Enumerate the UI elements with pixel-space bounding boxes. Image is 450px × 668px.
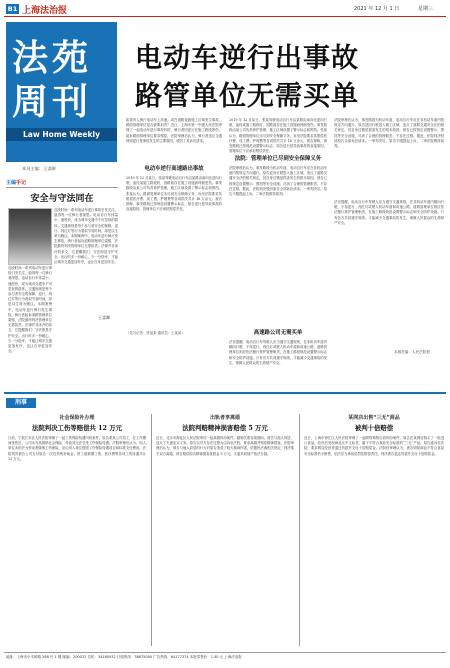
issue-weekday: 星期三 <box>418 6 434 12</box>
bottom-article-title: 法院判决工伤等赔偿共 12 万元 <box>31 424 123 432</box>
footer-info: 地址：上海市小木桥路 268 号 1 楼 邮编：200032 总机：34160932 订阅热线：38875000 广告热线：64177374 本报零售价：1.50 元 上海法治报 <box>6 655 242 659</box>
column-title: 安全与守法同在 <box>30 194 94 204</box>
bottom-article-3 <box>304 414 444 646</box>
column-label <box>6 179 26 186</box>
bottom-article-1 <box>8 414 146 646</box>
article-intro: 如果有人骑行电动车上高速，或在道路设施施工区域发生事故，路面管理单位是否需要担责？近日，上海市第一中级人民法院审理了一起电动车逆行事故纠纷，骑行者因逆行在施工路段摔伤，起诉路面管理单位要求赔偿，法院审理后认为，骑行者违反交通规则逆行是事故发生的主要原因，驳回了其诉讼请求。 <box>126 118 222 143</box>
article-paragraph-1: 2019 年 12 月某日，张某驾驶电动自行车沿某路由南向北逆向行驶，途经某施工路段时，因路面存在施工设施而摔倒受伤。事发路段由某公司负责养护管理，施工区域设置了警示标志和围挡。张某认为，路面管理单位未尽到安全保障义务，诉至法院要求其赔偿医疗费、误工费、护理费等各项损失共计 16 万余元。被告辩称，事发路段已按规范设置警示标志，原告逆行是导致事故的直接原因，管理单位不应承担赔偿责任。 <box>126 176 222 212</box>
issue-date: 2021 年 12 月 1 日 <box>354 6 400 12</box>
column-byline: 王睿卿 <box>98 315 110 320</box>
bottom-section-tag: 刑事 <box>6 398 36 408</box>
column-label-text-2: 手记 <box>16 180 27 186</box>
article-paragraph-2: 法院审理后认为，事发路段为机动车道，电动自行车应在非机动车道内按规定方向通行。原告逆向行驶进入施工区域，违反了道路交通安全法的相关规定，其自身过错是损害发生的根本原因。被告已按规定设置警示、围挡等安全设施，尽到了合理的管理职责，不存在过错。据此，法院判决驳回原告全部诉讼请求。一审判决后，原告不服提起上诉，二审法院维持原判。 <box>229 166 327 197</box>
masthead-title-2: 周刊 <box>12 81 93 123</box>
footer-rule <box>4 652 446 653</box>
bottom-article-kicker: 某网店出售“三无”商品 <box>348 415 400 421</box>
article-paragraph-2-cont: 法院审理后认为，事发路段为机动车道，电动自行车应在非机动车道内按规定方向通行。原告逆向行驶进入施工区域，违反了道路交通安全法的相关规定，其自身过错是损害发生的根本原因。被告已按规定设置警示、围挡等安全设施，尽到了合理的管理职责，不存在过错。据此，法院判决驳回原告全部诉讼请求。一审判决后，原告不服提起上诉，二审法院维持原判。 <box>334 118 444 149</box>
article-paragraph-3-cont: 法官提醒，电动自行车驾驶人应当遵守交通规则，在非机动车道内顺向行驶，不得逆行、闯红灯或驶入机动车道和高速公路。道路管理单位则应依法履行养护管理职责，在施工路段规范设置警示标志和安全防护设施。只有各方共同遵守规则，才能减少交通事故的发生，保障人民群众的生命财产安全。 <box>229 340 327 365</box>
headline-line-1: 电动车逆行出事故 <box>135 43 359 74</box>
bottom-article-kicker: 社会保险补办理 <box>59 415 95 421</box>
bottom-article-title: 被判十倍赔偿 <box>354 424 394 432</box>
masthead <box>6 22 117 162</box>
header-rule <box>4 16 446 17</box>
column-label-text: 主编 <box>6 180 17 186</box>
bottom-article-kicker: 出轨者享离婚 <box>209 415 240 421</box>
article-subhead-2: 法院：管理单位已尽到安全保障义务 <box>234 156 322 162</box>
column-body-lower: 近段时间一系列电动车逆行事故引发关注，值得每一位骑行者深思。电动自行车体量小、速度快，成为城市交通中不可忽视的群体。交通规则是每个参与者安全的保障，逆行、闯红灯等行为看似节省时间，却是以生命为赌注。本期案例中，电动车逆行骑行发生事故，骑行者起诉道路管理单位索赔，法院最终判决管理单位无需担责。法律并非冰冷的条文，它提醒我们：守法即是守护安全。出行时多一份耐心，少一分侥幸，才能让城市交通更加有序，也让自身更加安全。 <box>8 266 52 354</box>
article-reporter: （见习记者：张某某 通讯员：王某某） <box>126 331 185 335</box>
bottom-article-body: 近日，上海市徐汇区人民法院审理了一起网络购物合同纠纷案件。原告在某网店购买了一批进口食品，收货后发现商品无中文标签，属于不符合食品安全标准的“三无”产品。原告遂诉至法院，要求网店经营者退还货款并支付十倍赔偿金。法院经审理认为，被告明知商品不符合食品安全标准仍予销售，依法应当承担惩罚性赔偿责任，判决被告退还货款并支付十倍赔偿金。 <box>304 436 444 456</box>
masthead-subtitle: Law Home Weekly <box>6 128 117 141</box>
column-rule <box>6 187 118 188</box>
bottom-article-body: 日前，宁波江东区人民法院审理了一起工伤保险待遇纠纷案件。原告系某公司员工，在工作期间受伤后，公司未为其缴纳社会保险，导致其无法享受工伤保险待遇。法院审理后认为，用人单位未依法为劳动者缴纳工伤保险，应由用人单位按照工伤保险待遇项目和标准支付费用。法院判决被告公司支付原告一次性伤残补助金、停工留薪期工资、医疗费等各项工伤待遇共计 12 万元。 <box>8 436 146 461</box>
column-body: 近段时间一系列电动车逆行事故引发关注，值得每一位骑行者深思。电动自行车体量小、速度快，成为城市交通中不可忽视的群体。交通规则是每个参与者安全的保障，逆行、闯红灯等行为看似节省时间，却是以生命为赌注。本期案例中，电动车逆行骑行发生事故，骑行者起诉道路管理单位索赔，法院最终判决管理单位无需担责。法律并非冰冷的条文，它提醒我们：守法即是守护安全。出行时多一份耐心，少一分侥幸，才能让城市交通更加有序，也让自身更加安全。 <box>54 208 118 265</box>
article-subhead-3: 高速路公司无需买单 <box>253 330 303 336</box>
article-paragraph-1-cont: 2019 年 12 月某日，张某驾驶电动自行车沿某路由南向北逆向行驶，途经某施工路段时，因路面存在施工设施而摔倒受伤。事发路段由某公司负责养护管理，施工区域设置了警示标志和围挡。张某认为，路面管理单位未尽到安全保障义务，诉至法院要求其赔偿医疗费、误工费、护理费等各项损失共计 16 万余元。被告辩称，事发路段已按规范设置警示标志，原告逆行是导致事故的直接原因，管理单位不应承担赔偿责任。 <box>229 118 327 154</box>
article-subhead-1: 电动车逆行高速路出事故 <box>144 166 204 172</box>
article-footer-note: 本版责编：人民法院报 <box>394 350 430 354</box>
headline-line-2: 路管单位无需买单 <box>135 81 359 112</box>
section-divider <box>4 392 446 394</box>
bottom-col-rule-2 <box>299 414 300 646</box>
newspaper-name: 上海法治报 <box>22 6 68 16</box>
editor-photo <box>8 208 52 265</box>
article-paragraph-3: 法官提醒，电动自行车驾驶人应当遵守交通规则，在非机动车道内顺向行驶，不得逆行、闯红灯或驶入机动车道和高速公路。道路管理单位则应依法履行养护管理职责，在施工路段规范设置警示标志和安全防护设施。只有各方共同遵守规则，才能减少交通事故的发生，保障人民群众的生命财产安全。 <box>334 200 444 225</box>
page-badge: B1 <box>7 5 18 13</box>
bottom-article-2 <box>156 414 294 646</box>
masthead-editor: 本刊主编：王睿卿 <box>22 166 56 171</box>
bottom-col-rule-1 <box>151 414 152 646</box>
bottom-article-body: 近日，北京市海淀区人民法院审结一起离婚纠纷案件。婚姻关系存续期间，被告与他人同居，违反了夫妻忠实义务。原告以对方存在过错为由诉至法院，要求离婚并赔偿精神损害。法院审理后认为，被告与他人同居的行为对原告造成了较大精神伤害，依据民法典相关规定，判决准予双方离婚，被告赔偿原告精神损害抚慰金 5 万元，夫妻共同财产依法分割。 <box>156 436 294 456</box>
masthead-title-1: 法苑 <box>12 37 93 79</box>
bottom-article-title: 法院判赔精神损害赔偿 5 万元 <box>182 424 268 432</box>
